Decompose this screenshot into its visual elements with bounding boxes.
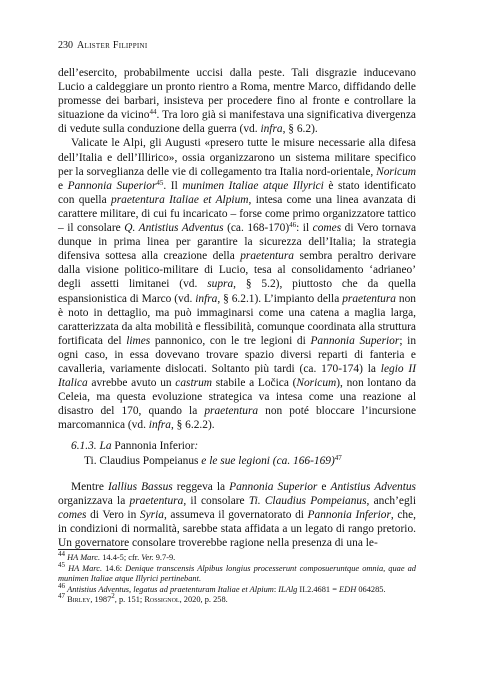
body-text (58, 66, 416, 550)
footnote-ref-47[interactable]: 47 (334, 453, 342, 462)
footnote-ref-44[interactable]: 44 (149, 108, 157, 117)
running-header (58, 40, 148, 51)
section-heading (58, 439, 416, 467)
section-number: 6.1.3. (71, 440, 97, 453)
page-number: 230 (58, 40, 73, 51)
paragraph-3: Mentre Iallius Bassus reggeva la Pannonia Superior e Antistius Adventus organizzava la praetentura, il consolare Ti. Claudius Pompeianus, anch’egli comes di Vero in Syria, assumeva il governatorato di Pannonia Inferior, che, in condizioni di normalità, sarebbe stata affidata a un legato di rango pretorio. Un governatore consolare troverebbe ragione nella presenza di una le- (58, 480, 416, 549)
footnote-divider (58, 549, 128, 550)
running-title: Alister Filippini (77, 40, 148, 51)
footnote-46: $^{46}$ Antistius Adventus, legatus ad praetenturam Italiae et Alpium: ILAlg II.2.4681 = EDH 064285. (58, 581, 386, 594)
footnote-47: $^{47}$ Birley, 1987$^2$, p. 151; Rossignol, 2020, p. 258. (58, 592, 228, 605)
footnote-44: $^{44}$ HA Marc. 14.4-5; cfr. Ver. 9.7-9. (58, 550, 176, 562)
paragraph-2: Valicate le Alpi, gli Augusti «presero tutte le misure necessarie alla difesa dell’Italia e dell’Illirico», ossia organizzarono un sistema militare specifico per la sorveglianza delle vie di collegamento tra Italia nord-orientale, Noricum e Pannonia Superior$^{45}$. Il munimen Italiae atque Illyrici è stato identificato con quella praetentura Italiae et Alpium, intesa come una linea avanzata di carattere militare, di cui fu incaricato – forse come primo organizzatore tattico – il consolare Q. Antistius Adventus (ca. 168-170)$^{46}$: il comes di Vero tornava dunque in prima linea per garantire la sicurezza dell’Italia; la strategia difensiva sottesa alla creazione della praetentura sembra peraltro derivare dalla visione politico-militare di Lucio, tesa al consolidamento ‘adrianeo’ degli assetti limitanei (vd. supra, § 5.2), piuttosto che da quella espansionistica di Marco (vd. infra, § 6.2.1). L’impianto della praetentura non è noto in dettaglio, ma può immaginarsi come una catena a maglia larga, caratterizzata da alta mobilità e flessibilità, comunque coordinata alla struttura fortificata del limes pannonico, con le tre legioni di Pannonia Superior; in ogni caso, in essa dovevano trovare spazio diversi reparti di fanteria e cavalleria, variamente dislocati. Soltanto più tardi (ca. 170-174) la legio II Italica avrebbe avuto un castrum stabile a Ločica (Noricum), non lontano da Celeia, ma questa evoluzione strategica va intesa come una reazione al disastro del 170, quando la praetentura non poté bloccare l’incursione marcomannica (vd. infra, § 6.2.2). (58, 137, 417, 432)
footnote-ref-45[interactable]: 45 (156, 178, 164, 187)
footnotes (58, 550, 416, 606)
section-heading-line-2: Ti. Claudius Pompeianus e le sue legioni (ca. 166-169)$^{47}$ (84, 453, 342, 467)
footnote-ref-46[interactable]: 46 (289, 221, 297, 230)
footnote-45: $^{45}$ HA Marc. 14.6: Denique transcensis Alpibus longius processerunt composueruntque omnia, quae ad munimen Italiae atque Illyrici pertinebant. (58, 560, 416, 584)
section-heading-line-1: 6.1.3. La Pannonia Inferior: (71, 440, 199, 453)
paragraph-1: dell’esercito, probabilmente uccisi dalla peste. Tali disgrazie inducevano Lucio a caldeggiare un pronto rientro a Roma, mentre Marco, diffidando delle promesse dei barbari, insisteva per procedere fino al fronte e controllare la situazione da vicino$^{44}$. Tra loro già si manifestava una significativa divergenza di vedute sulla conduzione della guerra (vd. infra, § 6.2). (58, 67, 416, 136)
